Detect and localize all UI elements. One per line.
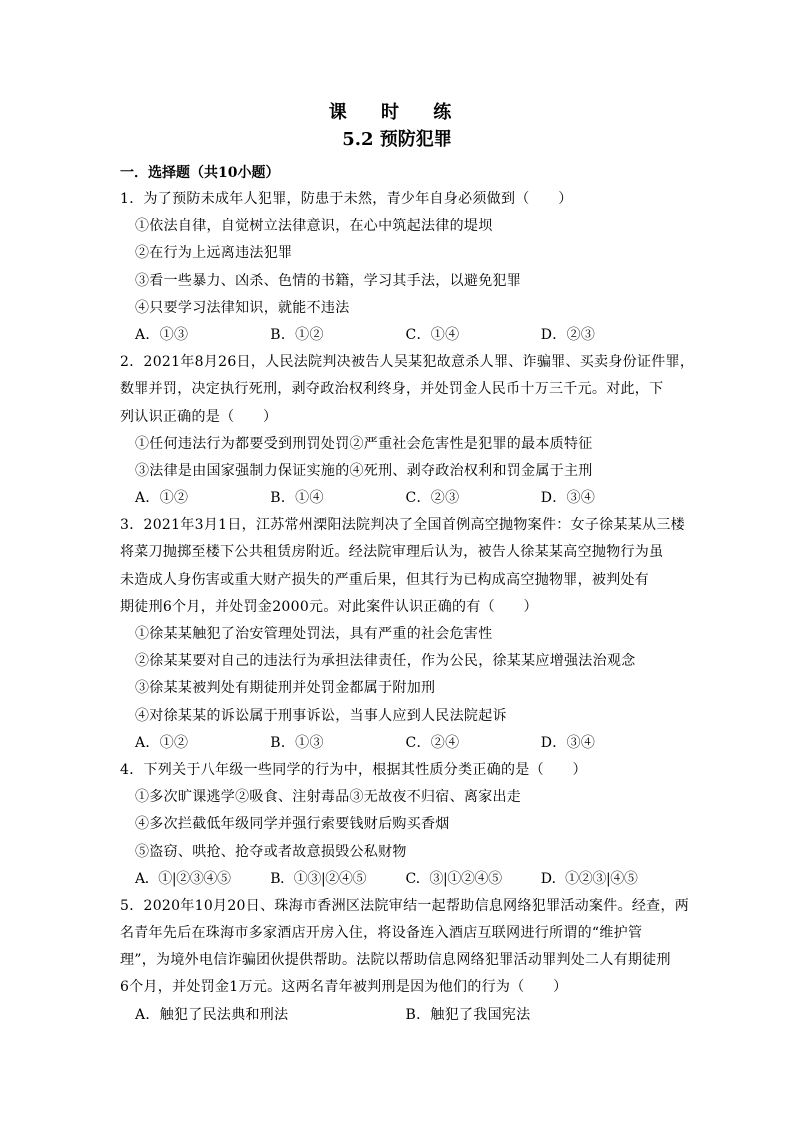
choice-c[interactable]: C．②③ xyxy=(405,490,460,507)
question-stem: 理”，为境外电信诈骗团伙提供帮助。法院以帮助信息网络犯罪活动罪判处二人有期徒刑 xyxy=(120,952,671,969)
answer-choices xyxy=(120,485,676,512)
question-list xyxy=(120,186,695,1029)
statement: ①任何违法行为都要受到刑罚处罚②严重社会危害性是犯罪的最本质特征 xyxy=(135,435,593,452)
statement: ①徐某某触犯了治安管理处罚法，具有严重的社会危害性 xyxy=(135,626,493,642)
question-stem: 5．2020年10月20日、珠海市香洲区法院审结一起帮助信息网络犯罪活动案件。经查，两 xyxy=(120,897,690,914)
choice-b[interactable]: B．①④ xyxy=(270,490,324,507)
choice-b[interactable]: B．①③|②④⑤ xyxy=(270,870,367,887)
question-stem: 4．下列关于八年级一些同学的行为中，根据其性质分类正确的是（ ） xyxy=(120,761,587,778)
question-5 xyxy=(120,893,690,1029)
statement: ④对徐某某的诉讼属于刑事诉讼，当事人应到人民法院起诉 xyxy=(135,707,507,724)
choice-a[interactable]: A．①|②③④⑤ xyxy=(135,870,231,887)
choice-b[interactable]: B．①② xyxy=(270,326,324,343)
choice-b[interactable]: B．触犯了我国宪法 xyxy=(405,1006,531,1023)
choice-a[interactable]: A．①③ xyxy=(135,326,189,343)
statement: ②徐某某要对自己的违法行为承担法律责任，作为公民，徐某某应增强法治观念 xyxy=(135,653,636,670)
answer-choices xyxy=(120,322,676,349)
statement: ④只要学习法律知识，就能不违法 xyxy=(135,299,350,316)
question-stem: 将菜刀抛掷至楼下公共租赁房附近。经法院审理后认为，被告人徐某某高空抛物行为虽 xyxy=(120,544,664,561)
choice-c[interactable]: C．①④ xyxy=(405,326,460,343)
statement: ③看一些暴力、凶杀、色情的书籍，学习其手法，以避免犯罪 xyxy=(135,272,522,289)
answer-choices xyxy=(120,1002,676,1029)
question-stem: 2．2021年8月26日，人民法院判决被告人吴某犯故意杀人罪、诈骗罪、买卖身份证件罪， xyxy=(120,354,695,371)
statement: ②在行为上远离违法犯罪 xyxy=(135,245,293,262)
question-1 xyxy=(120,186,676,349)
answer-choices xyxy=(120,866,676,893)
choice-c[interactable]: C．③|①②④⑤ xyxy=(405,870,502,887)
choice-d[interactable]: D．③④ xyxy=(540,734,596,751)
question-stem: 3．2021年3月1日，江苏常州溧阳法院判决了全国首例高空抛物案件：女子徐某某从三楼 xyxy=(120,517,685,534)
question-2 xyxy=(120,349,695,512)
choice-d[interactable]: D．③④ xyxy=(540,490,596,507)
statement: ④多次拦截低年级同学并强行索要钱财后购买香烟 xyxy=(135,816,450,833)
question-stem: 数罪并罚，决定执行死刑，剥夺政治权利终身，并处罚金人民币十万三千元。对此，下 xyxy=(120,381,664,398)
question-3 xyxy=(120,512,685,757)
statement: ③法律是由国家强制力保证实施的④死刑、剥夺政治权利和罚金属于主刑 xyxy=(135,462,593,479)
choice-b[interactable]: B．①③ xyxy=(270,734,324,751)
statement: ⑤盗窃、哄抢、抢夺或者故意损毁公私财物 xyxy=(135,843,407,860)
choice-d[interactable]: D．①②③|④⑤ xyxy=(540,870,638,887)
statement: ①依法自律，自觉树立法律意识，在心中筑起法律的堤坝 xyxy=(135,218,493,235)
question-4 xyxy=(120,757,676,893)
question-stem: 名青年先后在珠海市多家酒店开房入住，将设备连入酒店互联网进行所谓的“维护管 xyxy=(120,925,643,942)
page-title: 课 时 练 xyxy=(328,102,466,123)
choice-a[interactable]: A．触犯了民法典和刑法 xyxy=(135,1006,289,1023)
question-stem: 6个月，并处罚金1万元。这两名青年被判刑是因为他们的行为（ ） xyxy=(120,979,568,996)
choice-a[interactable]: A．①② xyxy=(135,490,189,507)
section-heading: 一．选择题（共10小题） xyxy=(120,165,280,181)
choice-d[interactable]: D．②③ xyxy=(540,326,596,343)
question-stem: 列认识正确的是（ ） xyxy=(120,408,278,425)
statement: ③徐某某被判处有期徒刑并处罚金都属于附加刑 xyxy=(135,680,436,697)
statement: ①多次旷课逃学②吸食、注射毒品③无故夜不归宿、离家出走 xyxy=(135,789,522,806)
question-stem: 未造成人身伤害或重大财产损失的严重后果，但其行为已构成高空抛物罪，被判处有 xyxy=(120,571,650,588)
answer-choices xyxy=(120,730,676,757)
choice-a[interactable]: A．①② xyxy=(135,734,189,751)
page-subtitle: 5.2 预防犯罪 xyxy=(342,129,452,150)
question-stem: 1．为了预防未成年人犯罪，防患于未然，青少年自身必须做到（ ） xyxy=(120,191,573,207)
choice-c[interactable]: C．②④ xyxy=(405,734,460,751)
question-stem: 期徒刑6个月，并处罚金2000元。对此案件认识正确的有（ ） xyxy=(120,598,538,615)
